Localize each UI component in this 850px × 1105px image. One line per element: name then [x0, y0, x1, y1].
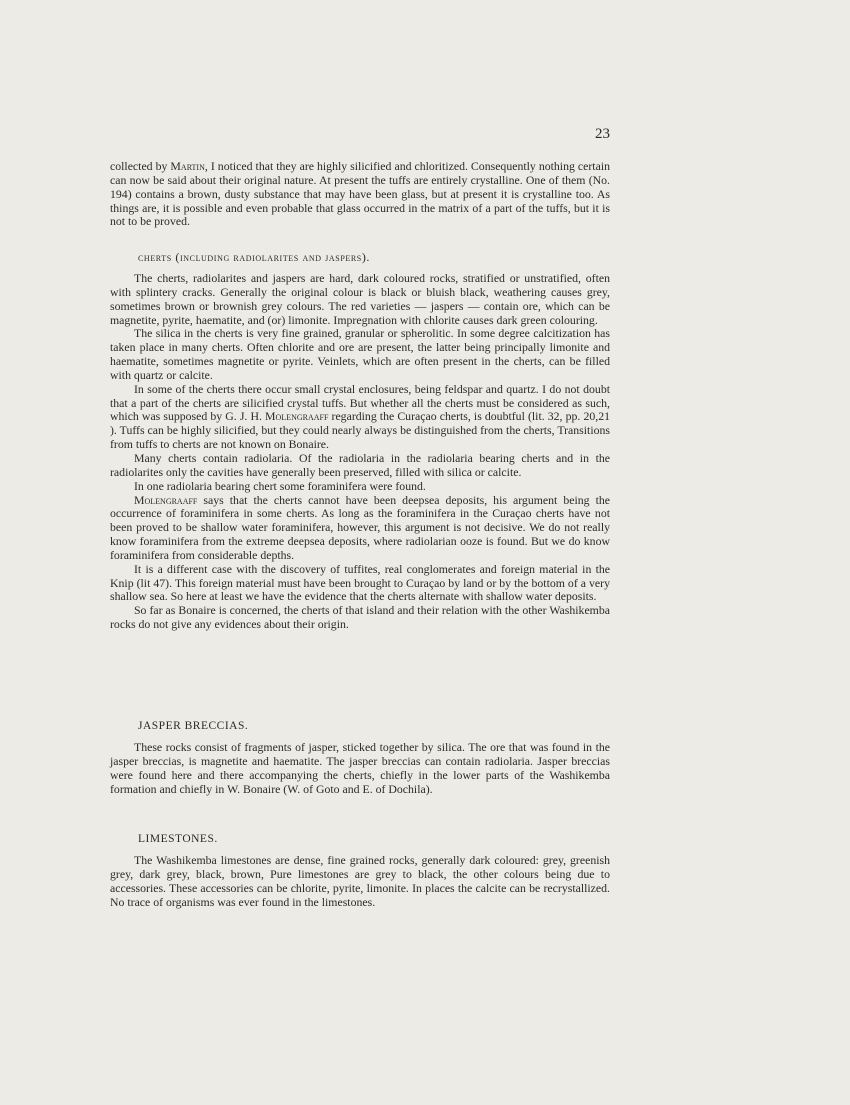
- cherts-paragraph-7: It is a different case with the discovery of tuffites, real conglomerates and foreign material in the Knip (lit 47). This foreign material must have been brought to Curaçao by land or by the bottom of a very shallow sea. So here at least we have the evidence that the cherts alternate with shallow water deposits.: [110, 561, 610, 604]
- jasper-paragraph-1: These rocks consist of fragments of jasper, sticked together by silica. The ore that was found in the jasper breccias, is magnetite and haematite. The jasper breccias can contain radiolaria. Jasper breccias were found here and there accompanying the cherts, chiefly in the lower parts of the Washikemba formation and chiefly in W. Bonaire (W. of Goto and E. of Dochila).: [110, 740, 610, 796]
- cherts-p3-b: regarding the Curaçao cherts, is doubtful (lit. 32, pp. 20,21 ). Tuffs can be highly silicified, but they could nearly always be distinguished from the cherts, Transitions from tuffs to cherts are not known on Bonaire.: [110, 409, 610, 452]
- intro-text-a: collected by: [110, 159, 171, 173]
- limestones-paragraph-1: The Washikemba limestones are dense, fine grained rocks, generally dark coloured: grey, greenish grey, dark grey, black, brown, Pure limestones are grey to black, the other colours being due to accessories. These accessories can be chlorite, pyrite, limonite. In places the calcite can be recrystallized. No trace of organisms was ever found in the limestones.: [110, 853, 610, 909]
- cherts-paragraph-5: In one radiolaria bearing chert some foraminifera were found.: [134, 478, 426, 493]
- cherts-paragraph-2: The silica in the cherts is very fine grained, granular or spherolitic. In some degree calcitization has taken place in many cherts. Often chlorite and ore are present, the latter being principally limonite and haematite, sometimes magnetite or pyrite. Veinlets, which are often present in the cherts, can be filled with quartz or calcite.: [110, 326, 610, 382]
- jasper-section: [110, 741, 610, 796]
- cherts-paragraph-3: [110, 383, 610, 452]
- author-name-molengraaff-2: Molengraaff: [134, 492, 198, 507]
- intro-paragraph: [110, 160, 610, 229]
- section-heading-jasper-breccias: JASPER BRECCIAS.: [138, 720, 249, 732]
- author-name-molengraaff: Molengraaff: [265, 409, 329, 424]
- cherts-p3-a: In some of the cherts there occur small crystal enclosures, being feldspar and quartz. I do not doubt that a part of the cherts are silicified crystal tuffs. But whether all the cherts must be considered as such, which was supposed by G. J. H.: [110, 381, 610, 424]
- cherts-paragraph-6: [110, 494, 610, 563]
- section-heading-cherts: cherts (including radiolarites and jaspers).: [138, 250, 371, 264]
- section-heading-limestones: LIMESTONES.: [138, 833, 218, 845]
- cherts-p6-b: says that the cherts cannot have been deepsea deposits, his argument being the occurrence of foraminifera in some cherts. As long as the foraminifera in the Curaçao cherts have not been proved to be shallow water foraminifera, however, this argument is not decisive. We do not really know foraminifera from the extreme deepsea deposits, where radiolarian ooze is found. But we do know foraminifera from considerable depths.: [110, 492, 610, 562]
- intro-text: [110, 160, 610, 229]
- limestones-section: [110, 854, 610, 909]
- author-name-martin: Martin: [170, 159, 205, 173]
- cherts-paragraph-1: The cherts, radiolarites and jaspers are hard, dark coloured rocks, stratified or unstratified, often with splintery cracks. Generally the original colour is black or bluish black, weathering causes grey, sometimes brown or brownish grey colours. The red varieties — jaspers — contain ore, which can be magnetite, pyrite, haematite, and (or) limonite. Impregnation with chlorite causes dark green colouring.: [110, 271, 610, 327]
- cherts-paragraph-8: So far as Bonaire is concerned, the cherts of that island and their relation with the other Washikemba rocks do not give any evidences about their origin.: [110, 603, 610, 632]
- intro-text-b: , I noticed that they are highly silicified and chloritized. Consequently nothing certain can now be said about their original nature. At present the tuffs are entirely crystalline. One of them (No. 194) contains a brown, dusty substance that may have been glass, but at present it is crystalline too. As things are, it is possible and even probable that glass occurred in the matrix of a part of the tuffs, but it is not to be proved.: [110, 159, 610, 229]
- cherts-section: [110, 272, 610, 632]
- cherts-paragraph-4: Many cherts contain radiolaria. Of the radiolaria in the radiolaria bearing cherts and in the radiolarites only the cavities have generally been preserved, filled with silica or calcite.: [110, 450, 610, 479]
- page-number: 23: [595, 126, 610, 142]
